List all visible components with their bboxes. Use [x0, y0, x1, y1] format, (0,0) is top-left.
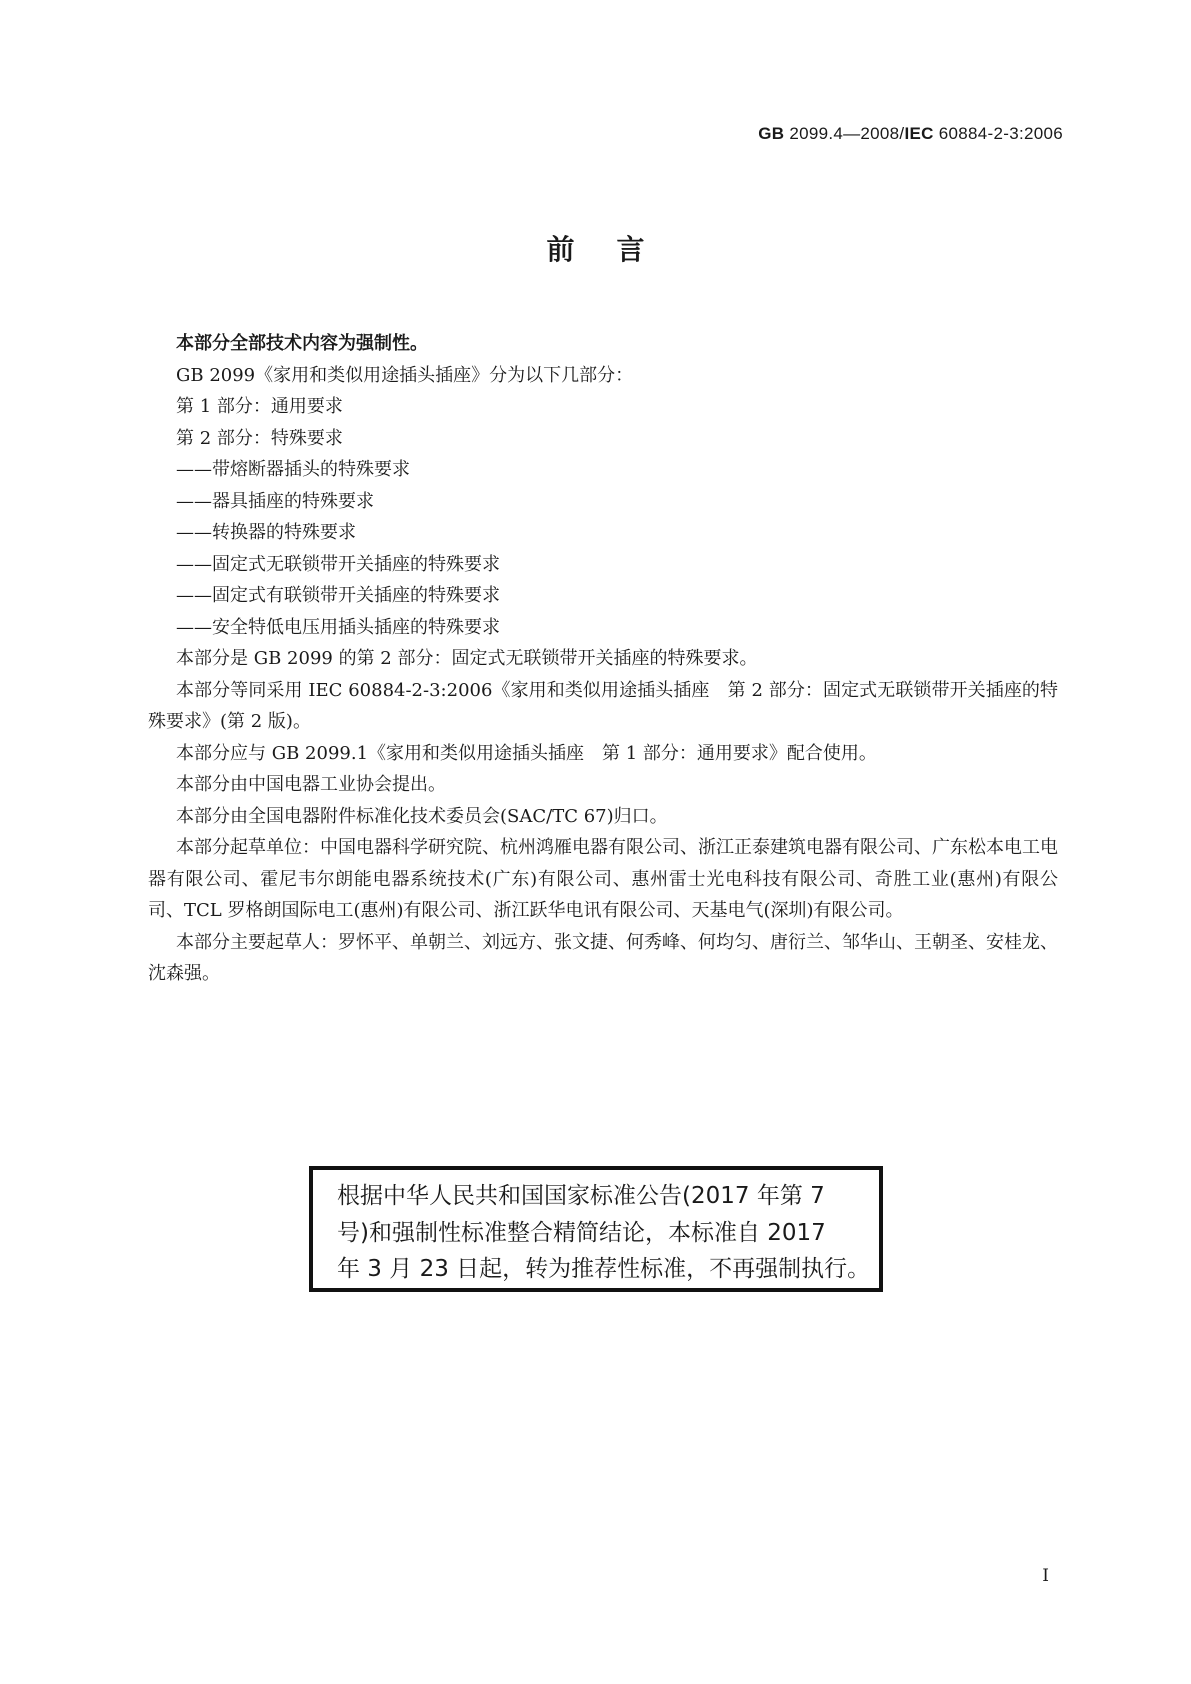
paragraph-part-1: 第 1 部分：通用要求: [176, 396, 343, 417]
list-item: ——安全特低电压用插头插座的特殊要求: [176, 616, 500, 638]
paragraph-proposer: 本部分由中国电器工业协会提出。: [176, 774, 446, 795]
standard-code-iec-number: 60884-2-3:2006: [933, 124, 1063, 143]
page-title: 前言: [546, 233, 687, 266]
list-item: ——带熔断器插头的特殊要求: [176, 459, 410, 480]
foreword-body: [148, 328, 1058, 990]
notice-line: 年 3 月 23 日起，转为推荐性标准，不再强制执行。: [337, 1256, 871, 1282]
list-item: ——固定式有联锁带开关插座的特殊要求: [176, 585, 500, 606]
list-item: ——器具插座的特殊要求: [176, 490, 374, 512]
list-item: ——固定式无联锁带开关插座的特殊要求: [176, 553, 500, 575]
paragraph-part-2: 第 2 部分：特殊要求: [176, 427, 343, 449]
paragraph-committee: 本部分由全国电器附件标准化技术委员会(SAC/TC 67)归口。: [176, 805, 668, 827]
notice-line: 根据中华人民共和国国家标准公告(2017 年第 7: [337, 1183, 825, 1209]
standard-code-iec: IEC: [904, 124, 934, 143]
paragraph-this-part: 本部分是 GB 2099 的第 2 部分：固定式无联锁带开关插座的特殊要求。: [176, 648, 758, 669]
paragraph-parts-intro: GB 2099《家用和类似用途插头插座》分为以下几部分：: [176, 364, 634, 386]
list-item: ——转换器的特殊要求: [176, 522, 356, 543]
standard-code: [758, 124, 1063, 144]
paragraph-usage: 本部分应与 GB 2099.1《家用和类似用途插头插座 第 1 部分：通用要求》配合使用。: [176, 742, 877, 764]
paragraph-drafters: 本部分主要起草人：罗怀平、单朝兰、刘远方、张文捷、何秀峰、何均匀、唐衍兰、邹华山、王朝圣、安桂龙、沈森强。: [148, 931, 1058, 984]
page-number: I: [1042, 1566, 1049, 1586]
standard-code-gb: GB: [758, 124, 785, 143]
standard-code-number: 2099.4—2008/: [784, 124, 905, 143]
notice-line: 号)和强制性标准整合精简结论，本标准自 2017: [337, 1219, 826, 1246]
notice-box: [309, 1166, 883, 1292]
paragraph-equivalence: 本部分等同采用 IEC 60884-2-3:2006《家用和类似用途插头插座 第 2 部分：固定式无联锁带开关插座的特殊要求》(第 2 版)。: [148, 679, 1058, 732]
paragraph-mandatory-statement: 本部分全部技术内容为强制性。: [176, 333, 428, 354]
paragraph-drafting-units: 本部分起草单位：中国电器科学研究院、杭州鸿雁电器有限公司、浙江正泰建筑电器有限公司、广东松本电工电器有限公司、霍尼韦尔朗能电器系统技术(广东)有限公司、惠州雷士光电科技有限公司、奇胜工业(惠州)有限公司、TCL 罗格朗国际电工(惠州)有限公司、浙江跃华电讯有限公司、天基电气(深圳)有限公司。: [148, 837, 1058, 921]
